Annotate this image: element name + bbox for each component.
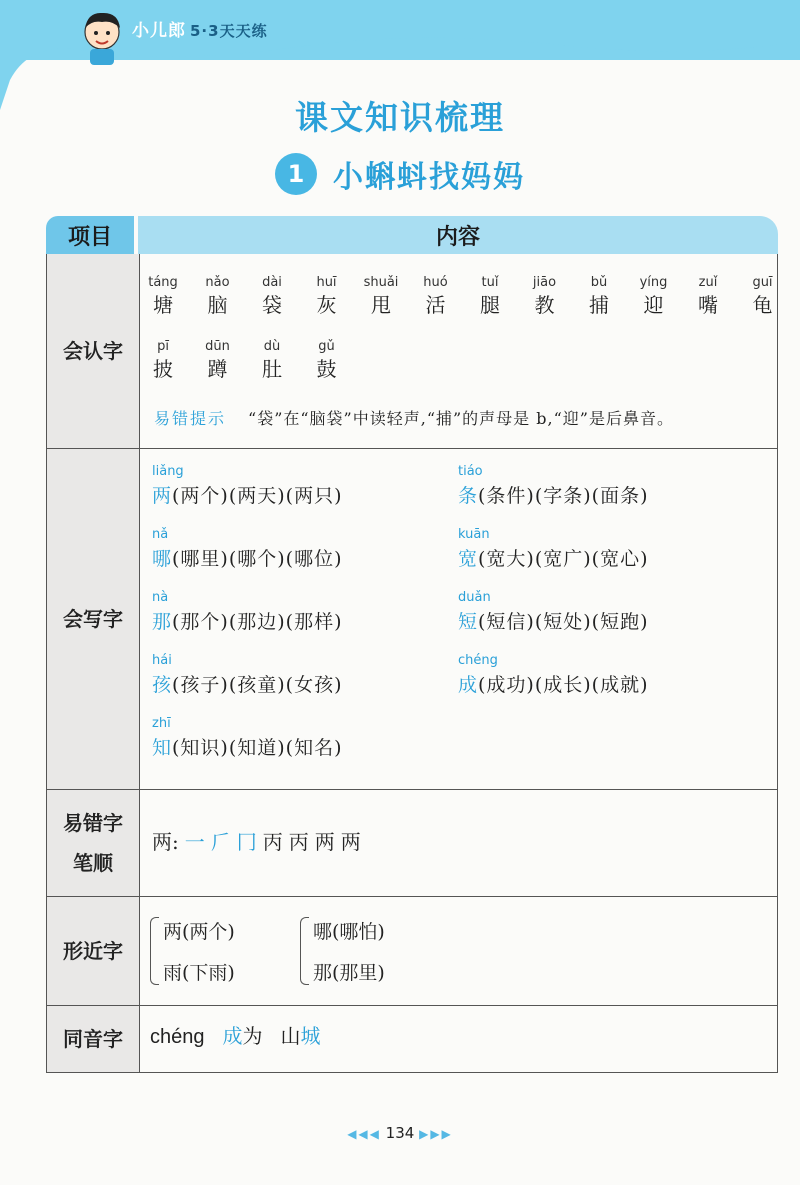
stroke-label-2: 笔顺 [73,851,113,875]
char-hanzi: 披 [153,357,173,381]
recognize-char [526,274,564,318]
char-hanzi: 蹲 [207,357,228,381]
write-char: 知 [152,737,173,759]
write-pinyin: nǎ [152,527,169,542]
write-char: 短 [458,611,479,633]
write-item [152,463,343,508]
char-pinyin: huó [423,275,448,290]
write-char: 条 [458,485,479,507]
write-item [458,652,649,697]
write-words: (两个)(两天)(两只) [172,485,343,507]
lesson-number: 1 [275,153,317,195]
recognize-char [308,274,346,318]
page-footer [0,1124,800,1142]
write-line [458,670,649,697]
write-item [152,589,343,634]
recognize-char [471,274,509,318]
lesson-title: 小蝌蚪找妈妈 [333,160,525,195]
char-hanzi: 腿 [480,293,500,317]
row-recognize [47,254,777,448]
header-content: 内容 [138,216,778,254]
write-item [458,463,649,508]
char-pinyin: pī [157,339,169,354]
brace-icon [300,917,309,985]
lesson-heading [0,152,800,196]
homophone-line [150,1020,339,1049]
similar-item: 哪(哪怕) [313,921,385,943]
char-hanzi: 灰 [316,293,337,317]
write-line [458,481,649,508]
homophone-pinyin: chéng [150,1026,205,1048]
char-hanzi: 迎 [643,293,664,317]
write-pinyin: nà [152,590,169,605]
tip-label: 易错提示 [154,409,227,428]
char-hanzi: 脑 [207,293,228,317]
write-words: (短信)(短处)(短跑) [478,611,649,633]
write-content [140,449,777,789]
char-hanzi: 鼓 [316,357,337,381]
char-pinyin: zuǐ [698,275,718,290]
row-label-stroke [47,790,140,896]
write-pinyin: duǎn [458,590,491,605]
recognize-char [144,338,182,382]
write-item [458,589,649,634]
knowledge-table [46,216,778,1073]
row-label-write: 会写字 [47,449,140,789]
similar-group-2 [300,917,385,985]
page-number: 134 [385,1124,415,1142]
write-pinyin: liǎng [152,464,184,479]
recognize-char [689,274,727,318]
write-char: 成 [458,674,479,696]
write-line [152,544,343,571]
recognize-char [308,338,346,382]
recognize-char [417,274,455,318]
write-pinyin: hái [152,653,172,668]
recognize-char [144,274,182,318]
write-words: (宽大)(宽广)(宽心) [478,548,649,570]
brace-icon [150,917,159,985]
write-char: 宽 [458,548,479,570]
write-char: 两 [152,485,173,507]
similar-content [140,897,777,1005]
table-header [46,216,778,254]
recognize-char [199,338,237,382]
stroke-step: 𠂆 [210,830,231,854]
char-hanzi: 塘 [153,293,173,317]
char-pinyin: jiāo [532,275,557,290]
write-words: (那个)(那边)(那样) [172,611,343,633]
right-arrows-icon: ▶▶▶ [419,1127,453,1141]
tip-text: “袋”在“脑袋”中读轻声,“捕”的声母是 b,“迎”是后鼻音。 [248,409,674,428]
write-words: (成功)(成长)(成就) [478,674,649,696]
write-line [152,481,343,508]
stroke-char: 两: [152,830,179,854]
stroke-step: 丙 [262,830,283,854]
char-pinyin: dù [263,339,281,354]
row-label-homophone: 同音字 [47,1006,140,1072]
char-hanzi: 捕 [589,293,609,317]
header-item: 项目 [46,216,134,254]
row-label-recognize: 会认字 [47,254,140,448]
write-pinyin: zhī [152,716,171,731]
stroke-step: 两 [340,830,361,854]
recognize-char [199,274,237,318]
char-pinyin: gǔ [318,339,335,354]
write-line [152,670,343,697]
stroke-order [152,826,367,855]
recognize-char [362,274,400,318]
char-pinyin: guī [752,275,773,290]
similar-item: 雨(下雨) [163,962,235,984]
write-item [458,526,649,571]
row-write [47,448,777,789]
similar-group-1 [150,917,235,985]
char-hanzi: 教 [534,293,555,317]
write-char: 那 [152,611,173,633]
stroke-step: 丙 [288,830,309,854]
recognize-char [580,274,618,318]
char-pinyin: huī [316,275,337,290]
write-char: 孩 [152,674,173,696]
mascot-icon [78,8,126,66]
write-words: (孩子)(孩童)(女孩) [172,674,343,696]
recognize-char [253,338,291,382]
write-line [458,607,649,634]
write-line [152,607,343,634]
stroke-step: 一 [184,830,205,854]
write-line [458,544,649,571]
error-tip [154,406,674,429]
left-arrows-icon: ◀◀◀ [347,1127,381,1141]
char-hanzi: 甩 [371,293,391,317]
recognize-char [635,274,673,318]
homophone-highlight: 成 [222,1024,243,1048]
char-pinyin: tuǐ [481,275,499,290]
recognize-char [253,274,291,318]
homophone-char: 为 [242,1024,263,1048]
char-pinyin: bǔ [590,275,608,290]
write-words: (哪里)(哪个)(哪位) [172,548,343,570]
homophone-char: 山 [280,1024,301,1048]
write-pinyin: tiáo [458,464,483,479]
write-item [152,715,343,760]
page-title: 课文知识梳理 [295,98,505,137]
row-similar [47,896,777,1005]
char-pinyin: nǎo [205,275,230,290]
write-line [152,733,343,760]
char-pinyin: táng [148,275,178,290]
char-hanzi: 袋 [262,293,282,317]
char-hanzi: 活 [425,293,446,317]
row-homophone [47,1005,777,1072]
char-hanzi: 肚 [262,357,282,381]
stroke-step: 冂 [236,830,257,854]
char-pinyin: yíng [639,275,668,290]
write-item [152,652,343,697]
brand-main: 小儿郎 [132,21,186,41]
row-label-similar: 形近字 [47,897,140,1005]
write-words: (条件)(字条)(面条) [478,485,649,507]
write-pinyin: kuān [458,527,490,542]
char-pinyin: shuǎi [363,275,399,290]
stroke-step: 两 [314,830,335,854]
row-stroke [47,789,777,896]
similar-item: 那(那里) [313,962,385,984]
write-words: (知识)(知道)(知名) [172,737,343,759]
write-pinyin: chéng [458,653,498,668]
char-pinyin: dài [262,275,282,290]
table-body [46,254,778,1073]
stroke-content [140,790,777,896]
recognize-content [140,254,777,448]
similar-item: 两(两个) [163,921,235,943]
brand-sub: 5·3天天练 [190,22,268,40]
homophone-content [140,1006,777,1072]
char-pinyin: dūn [205,339,230,354]
write-char: 哪 [152,548,173,570]
homophone-highlight: 城 [300,1024,321,1048]
brand [132,16,268,41]
recognize-char [744,274,782,318]
char-hanzi: 龟 [752,293,773,317]
char-hanzi: 嘴 [698,293,718,317]
stroke-label-1: 易错字 [63,811,123,835]
write-item [152,526,343,571]
